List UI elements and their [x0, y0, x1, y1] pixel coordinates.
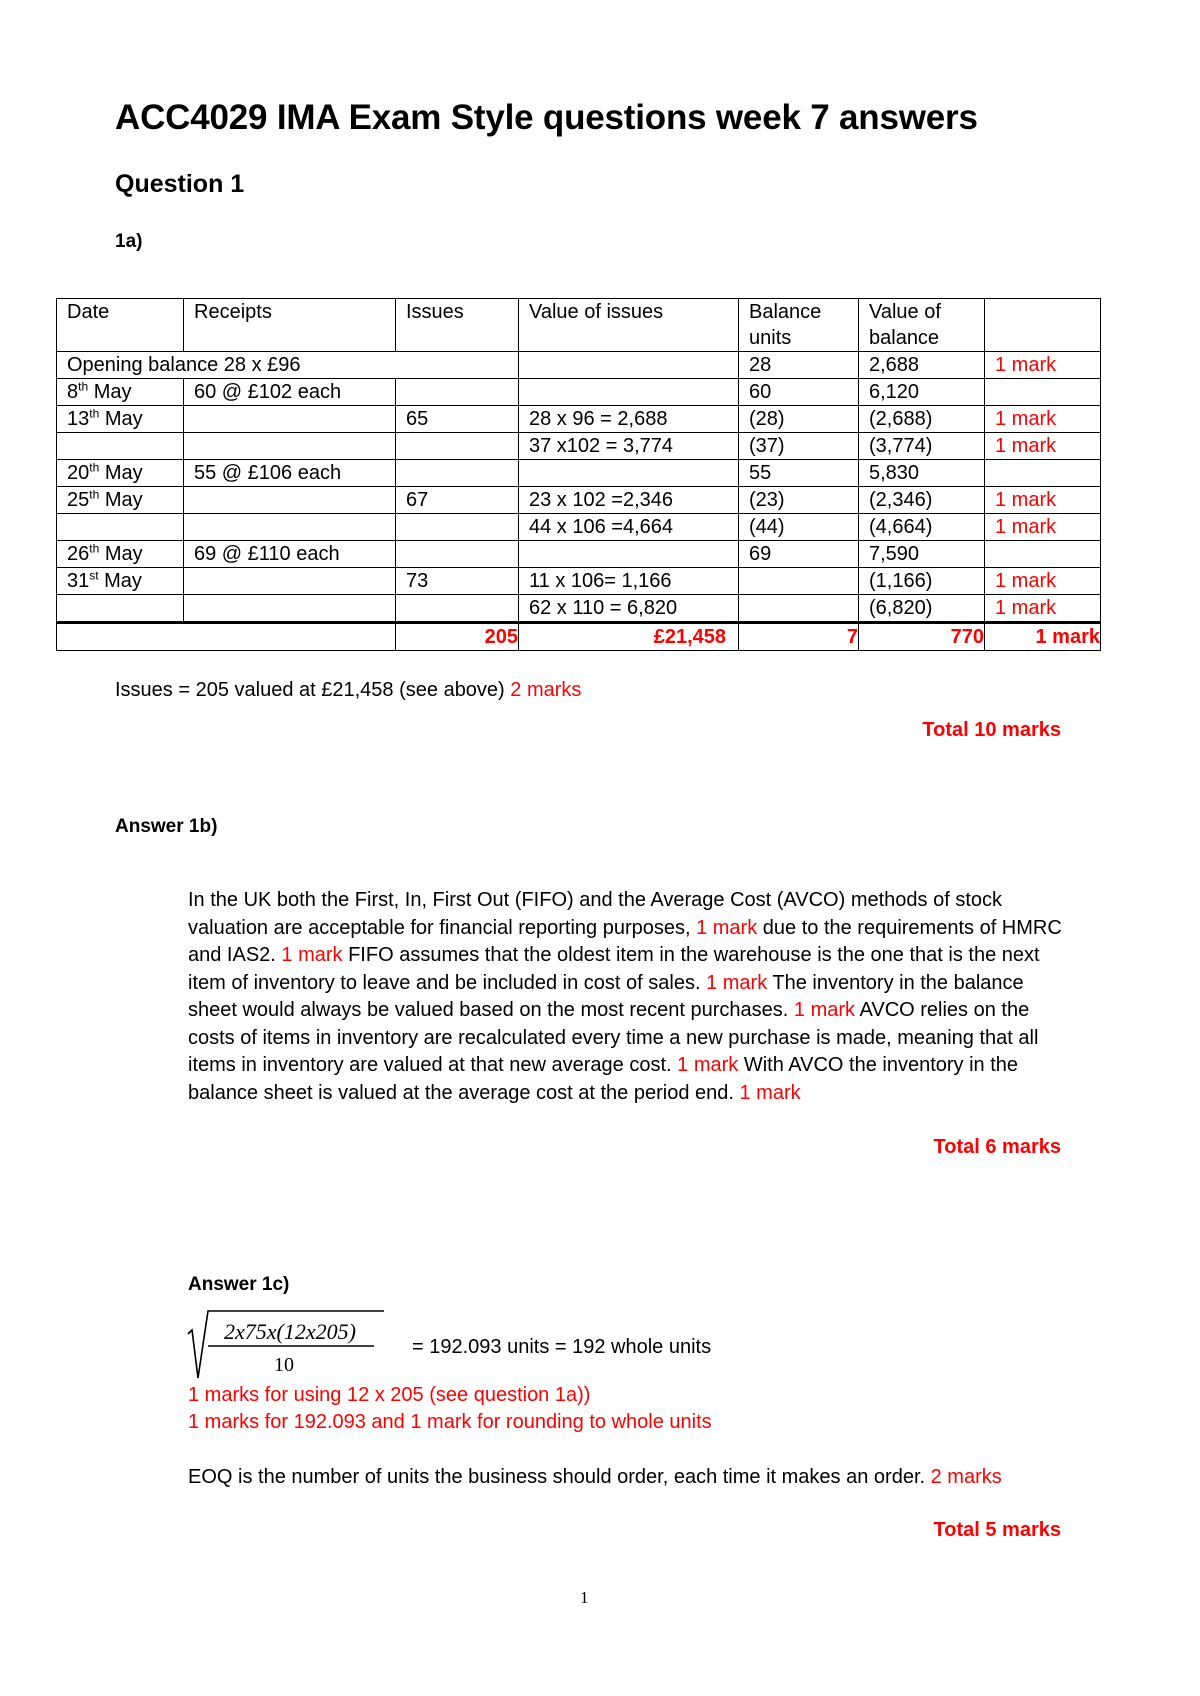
answer-b-mark: 1 mark — [739, 1081, 801, 1104]
cell-receipts — [184, 406, 396, 433]
date-day: 26 — [67, 543, 90, 565]
date-month: May — [99, 408, 143, 430]
answer-b-sentence: The inventory in the balance sheet would always be valued based on the most recent purchases. — [188, 971, 1024, 1021]
answer-b-sentence: due to the requirements of HMRC and IAS2. — [188, 916, 1062, 966]
header-marks — [985, 299, 1101, 352]
table-row — [57, 541, 1101, 568]
cell-value-of-issues: 44 x 106 =4,664 — [519, 514, 739, 541]
cell-issues — [396, 433, 519, 460]
cell-mark: 1 mark — [985, 595, 1101, 623]
cell-date — [57, 460, 184, 487]
cell-balance-units: (44) — [739, 514, 859, 541]
cell-value-of-balance: 5,830 — [859, 460, 985, 487]
cell-date — [57, 595, 184, 623]
cell-receipts — [184, 595, 396, 623]
header-issues: Issues — [396, 299, 519, 352]
cell-issues — [396, 541, 519, 568]
cell-value-of-issues — [519, 379, 739, 406]
answer-b-mark: 1 mark — [696, 916, 758, 939]
cell-receipts: 55 @ £106 each — [184, 460, 396, 487]
cell-balance-units: (37) — [739, 433, 859, 460]
total-a-marks: Total 10 marks — [922, 719, 1061, 741]
answer-c-heading: Answer 1c) — [188, 1274, 290, 1295]
stock-valuation-table — [56, 298, 1101, 651]
answer-b-sentence: FIFO assumes that the oldest item in the warehouse is the one that is the next item of inventory to leave and be included in cost of sales. — [188, 944, 1040, 994]
table-row — [57, 460, 1101, 487]
table-total-row — [57, 623, 1101, 651]
total-balance-units: 7 — [739, 623, 859, 651]
question-heading: Question 1 — [115, 170, 245, 198]
cell-issues — [396, 460, 519, 487]
table-row — [57, 379, 1101, 406]
date-suffix: st — [89, 568, 99, 583]
mark-note-1: 1 marks for using 12 x 205 (see question 1a)) — [188, 1384, 591, 1406]
cell-receipts: 60 @ £102 each — [184, 379, 396, 406]
cell-value-of-issues: 11 x 106= 1,166 — [519, 568, 739, 595]
answer-b-sentence: With AVCO the inventory in the balance sheet is valued at the average cost at the period end. — [188, 1054, 1019, 1104]
cell-date — [57, 433, 184, 460]
header-date: Date — [57, 299, 184, 352]
answer-b-heading: Answer 1b) — [115, 816, 218, 837]
date-day: 20 — [67, 462, 90, 484]
date-suffix: th — [89, 460, 100, 475]
eoq-formula — [186, 1306, 386, 1386]
cell-value-of-balance: (2,346) — [859, 487, 985, 514]
cell-receipts — [184, 433, 396, 460]
cell-value-of-balance: 7,590 — [859, 541, 985, 568]
header-receipts: Receipts — [184, 299, 396, 352]
cell-date — [57, 406, 184, 433]
cell-mark: 1 mark — [985, 352, 1101, 379]
cell-value-of-issues: 23 x 102 =2,346 — [519, 487, 739, 514]
date-day: 13 — [67, 408, 90, 430]
cell-value-of-balance: (1,166) — [859, 568, 985, 595]
cell-value-of-balance: (2,688) — [859, 406, 985, 433]
date-suffix: th — [89, 406, 100, 421]
cell-balance-units — [739, 568, 859, 595]
table-row — [57, 433, 1101, 460]
answer-b-mark: 1 mark — [281, 944, 343, 966]
table-row — [57, 406, 1101, 433]
opening-balance-row — [57, 352, 1101, 379]
cell-date — [57, 568, 184, 595]
cell-issues: 65 — [396, 406, 519, 433]
total-b-marks: Total 6 marks — [933, 1136, 1061, 1158]
eoq-definition — [188, 1464, 1068, 1492]
table-row — [57, 514, 1101, 541]
issues-summary-text: Issues = 205 valued at £21,458 (see above) — [115, 679, 511, 701]
formula-numerator: 2x75x(12x205) — [224, 1319, 356, 1344]
cell-value-of-issues: 37 x102 = 3,774 — [519, 433, 739, 460]
date-day: 25 — [67, 489, 90, 511]
date-month: May — [99, 462, 143, 484]
answer-b-mark: 1 mark — [677, 1054, 739, 1076]
cell-mark: 1 mark — [985, 568, 1101, 595]
cell-value-of-balance: (4,664) — [859, 514, 985, 541]
cell-mark — [985, 460, 1101, 487]
cell-mark: 1 mark — [985, 433, 1101, 460]
cell-issues — [396, 595, 519, 623]
cell-balance-units: 28 — [739, 352, 859, 379]
date-suffix: th — [89, 487, 100, 502]
cell-balance-units: 55 — [739, 460, 859, 487]
date-suffix: th — [78, 379, 89, 394]
header-value-of-issues: Value of issues — [519, 299, 739, 352]
date-day: 8 — [67, 381, 79, 403]
cell-value-of-balance: (6,820) — [859, 595, 985, 623]
cell-value-of-issues: 28 x 96 = 2,688 — [519, 406, 739, 433]
cell-value-of-balance: 6,120 — [859, 379, 985, 406]
eoq-definition-marks: 2 marks — [930, 1466, 1002, 1488]
formula-denominator: 10 — [274, 1354, 294, 1376]
mark-note-2: 1 marks for 192.093 and 1 mark for rounding to whole units — [188, 1411, 712, 1433]
eoq-result: = 192.093 units = 192 whole units — [412, 1336, 712, 1358]
cell-value-of-issues — [519, 352, 739, 379]
table-header-row — [57, 299, 1101, 352]
table-row — [57, 568, 1101, 595]
cell-value-of-issues — [519, 460, 739, 487]
total-value-of-issues: £21,458 — [519, 623, 739, 651]
cell-issues — [396, 379, 519, 406]
cell-mark: 1 mark — [985, 514, 1101, 541]
answer-b-sentence: AVCO relies on the costs of items in inventory are recalculated every time a new purchase is made, meaning that all items in inventory are valued at that new average cost. — [188, 999, 1039, 1076]
answer-b-mark: 1 mark — [793, 999, 856, 1021]
cell-date — [57, 379, 184, 406]
issues-summary-marks: 2 marks — [510, 679, 582, 701]
total-mark: 1 mark — [985, 623, 1101, 651]
cell-receipts — [184, 514, 396, 541]
header-value-of-balance: Value of balance — [859, 299, 985, 352]
cell-date — [57, 541, 184, 568]
page-number: 1 — [580, 1588, 589, 1607]
cell-value-of-issues: 62 x 110 = 6,820 — [519, 595, 739, 623]
answer-b-paragraph — [188, 887, 1068, 1107]
cell-balance-units: 60 — [739, 379, 859, 406]
answer-b-sentence: In the UK both the First, In, First Out (FIFO) and the Average Cost (AVCO) methods of stock valuation are acceptable for financial reporting purposes, — [188, 889, 1003, 939]
date-month: May — [99, 543, 143, 565]
total-empty-cell — [57, 623, 396, 651]
total-issues: 205 — [396, 623, 519, 651]
cell-value-of-issues — [519, 541, 739, 568]
cell-balance-units: (23) — [739, 487, 859, 514]
date-month: May — [88, 381, 132, 403]
cell-receipts — [184, 487, 396, 514]
date-month: May — [99, 489, 143, 511]
cell-receipts — [184, 568, 396, 595]
cell-issues: 73 — [396, 568, 519, 595]
cell-balance-units: 69 — [739, 541, 859, 568]
cell-mark: 1 mark — [985, 406, 1101, 433]
cell-balance-units: (28) — [739, 406, 859, 433]
opening-balance-label: Opening balance 28 x £96 — [57, 352, 519, 379]
document-title: ACC4029 IMA Exam Style questions week 7 answers — [115, 98, 978, 137]
total-c-marks: Total 5 marks — [933, 1519, 1061, 1541]
cell-mark — [985, 541, 1101, 568]
header-balance-units: Balance units — [739, 299, 859, 352]
cell-issues: 67 — [396, 487, 519, 514]
cell-balance-units — [739, 595, 859, 623]
part-a-label: 1a) — [115, 231, 143, 252]
date-month: May — [98, 570, 142, 592]
cell-mark — [985, 379, 1101, 406]
cell-date — [57, 487, 184, 514]
cell-mark: 1 mark — [985, 487, 1101, 514]
cell-issues — [396, 514, 519, 541]
cell-receipts: 69 @ £110 each — [184, 541, 396, 568]
cell-value-of-balance: 2,688 — [859, 352, 985, 379]
cell-value-of-balance: (3,774) — [859, 433, 985, 460]
table-row — [57, 487, 1101, 514]
answer-b-mark: 1 mark — [706, 971, 768, 994]
table-row — [57, 595, 1101, 623]
cell-date — [57, 514, 184, 541]
total-value-of-balance: 770 — [859, 623, 985, 651]
date-suffix: th — [89, 541, 100, 556]
date-day: 31 — [67, 570, 90, 592]
issues-summary — [115, 677, 581, 705]
eoq-definition-text: EOQ is the number of units the business should order, each time it makes an order. — [188, 1466, 931, 1488]
